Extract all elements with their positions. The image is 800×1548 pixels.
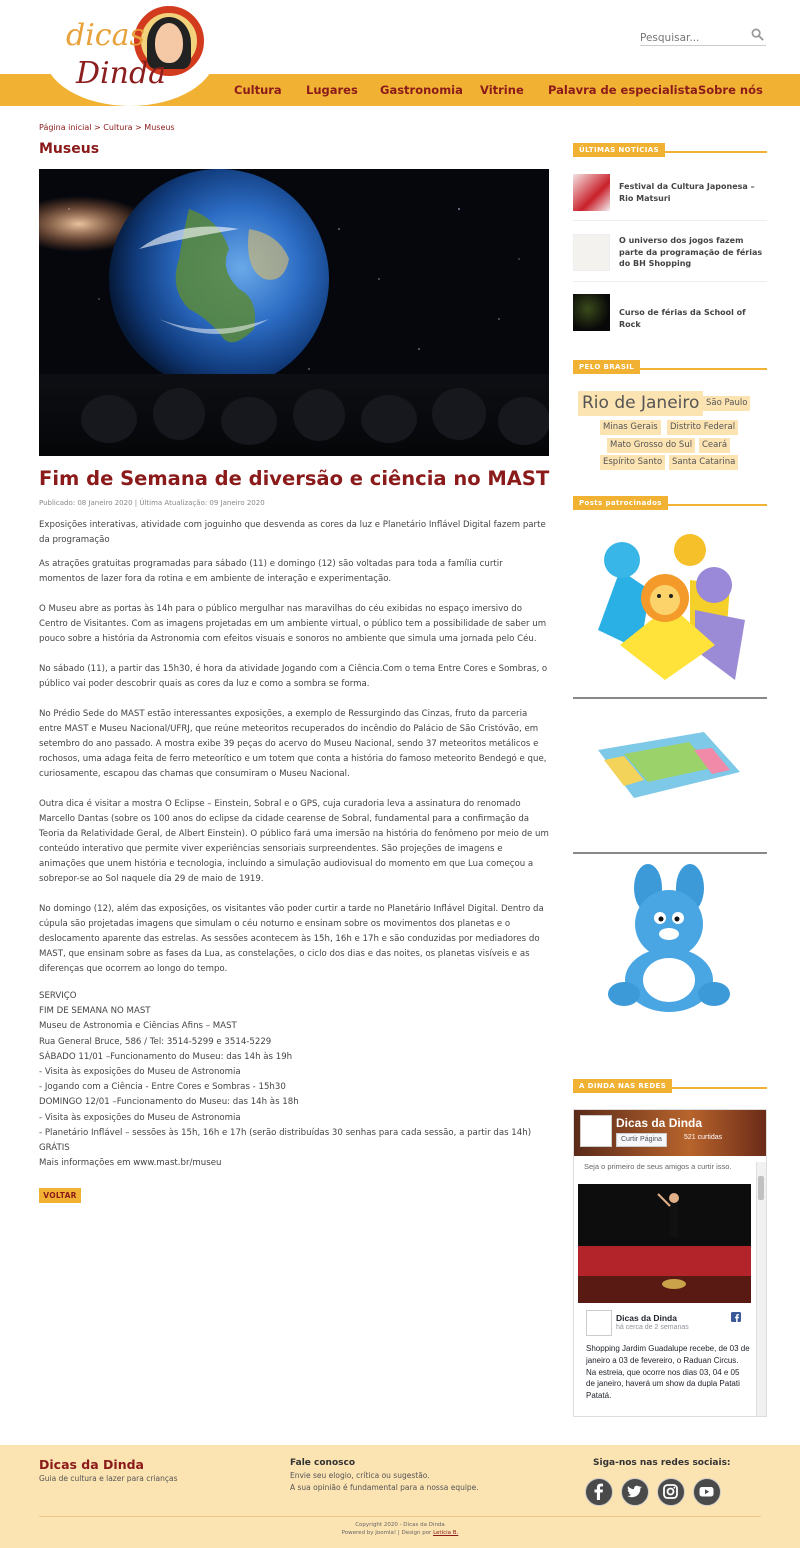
sponsored-heading: Posts patrocinados xyxy=(573,490,767,506)
sponsored-ad-plush-blankets[interactable] xyxy=(590,520,754,685)
footer-divider xyxy=(39,1516,761,1517)
category-title: Museus xyxy=(39,141,100,157)
footer-title: Dicas da Dinda xyxy=(39,1457,144,1472)
designer-link[interactable]: Letícia B. xyxy=(433,1530,459,1536)
facebook-like-button[interactable]: Curtir Página xyxy=(616,1133,667,1147)
sponsored-ad-play-mat[interactable] xyxy=(594,730,742,800)
news-thumbnail xyxy=(573,234,610,271)
footer-contact-line: A sua opinião é fundamental para a nossa equipe. xyxy=(290,1483,479,1492)
article-meta: Publicado: 08 Janeiro 2020 | Última Atualização: 09 Janeiro 2020 xyxy=(39,499,265,507)
service-line: SÁBADO 11/01 –Funcionamento do Museu: das 14h às 19h xyxy=(39,1051,293,1062)
facebook-post-author[interactable]: Dicas da Dinda xyxy=(616,1313,677,1323)
divider xyxy=(573,852,767,854)
facebook-post-image[interactable] xyxy=(578,1184,751,1303)
nav-lugares[interactable]: Lugares xyxy=(306,83,358,97)
article-body xyxy=(39,557,549,992)
news-item[interactable]: Festival da Cultura Japonesa – Rio Matsuri xyxy=(573,174,767,212)
tag-sao-paulo[interactable]: São Paulo xyxy=(703,396,750,411)
news-item[interactable]: O universo dos jogos fazem parte da programação de férias do BH Shopping xyxy=(573,234,767,272)
tag-minas-gerais[interactable]: Minas Gerais xyxy=(600,420,661,435)
tag-ceara[interactable]: Ceará xyxy=(699,438,730,453)
brasil-heading: PELO BRASIL xyxy=(573,354,767,370)
facebook-friends-text: Seja o primeiro de seus amigos a curtir isso. xyxy=(584,1162,732,1171)
news-thumbnail xyxy=(573,294,610,331)
service-line: Mais informações em www.mast.br/museu xyxy=(39,1158,222,1169)
service-line: Museu de Astronomia e Ciências Afins – MAST xyxy=(39,1021,237,1032)
facebook-post-text: Shopping Jardim Guadalupe recebe, de 03 de janeiro a 03 de fevereiro, o Raduan Circus. Na estreia, que ocorre nos dias 03, 04 e 05 de janeiro, haverá um show da dupla Patati Patatá. xyxy=(586,1344,750,1401)
instagram-social-icon[interactable] xyxy=(657,1478,685,1506)
facebook-avatar xyxy=(580,1115,612,1147)
sponsored-ad-plush-bunny[interactable] xyxy=(600,862,738,1014)
search-icon[interactable] xyxy=(751,28,764,41)
service-line: SERVIÇO xyxy=(39,991,77,1001)
nav-sobre-nos[interactable]: Sobre nós xyxy=(698,83,763,97)
nav-gastronomia[interactable]: Gastronomia xyxy=(380,83,463,97)
tag-espirito-santo[interactable]: Espírito Santo xyxy=(600,455,665,470)
scrollbar-thumb[interactable] xyxy=(758,1176,764,1200)
back-button[interactable]: VOLTAR xyxy=(39,1188,81,1203)
news-thumbnail xyxy=(573,174,610,211)
nav-cultura[interactable]: Cultura xyxy=(234,83,282,97)
footer-copyright: Copyright 2020 - Dicas da Dinda xyxy=(355,1522,445,1528)
article-hero-image xyxy=(39,169,549,456)
article-paragraph: Outra dica é visitar a mostra O Eclipse – Einstein, Sobral e o GPS, cuja curadoria leva a assinatura do renomado Marcello Dantas (sobre os 100 anos do eclipse da cidade cearense de Sobral, fundamental para a confirmação da Teoria da Relatividade Geral, de Albert Einstein). O público fará uma imersão na história do fenômeno por meio de um conteúdo interativo que permite viver experiências sensoriais surpreendentes. São projeções de imagens e animações que unem história e tecnologia, incluindo a simulação audiovisual do momento em que Lua começou a sobrepor-se ao Sol naquele dia 29 de maio de 1919. xyxy=(39,799,549,884)
site-logo[interactable] xyxy=(44,2,216,106)
news-heading: ÚLTIMAS NOTÍCIAS xyxy=(573,137,767,153)
facebook-like-count: 521 curtidas xyxy=(684,1134,723,1141)
tag-santa-catarina[interactable]: Santa Catarina xyxy=(669,455,738,470)
service-line: - Visita às exposições do Museu de Astronomia xyxy=(39,1067,241,1078)
footer-social-title: Siga-nos nas redes sociais: xyxy=(593,1458,731,1468)
service-line: FIM DE SEMANA NO MAST xyxy=(39,1006,151,1017)
site-header xyxy=(0,0,800,110)
article-title: Fim de Semana de diversão e ciência no MAST xyxy=(39,467,550,490)
article-paragraph: No Prédio Sede do MAST estão interessantes exposições, a exemplo de Ressurgindo das Cinzas, fruto da parceria entre MAST e Museu Nacional/UFRJ, que reúne meteoritos recuperados do incêndio do Palácio de São Cristóvão, em setembro do ano passado. A mostra exibe 39 peças do acervo do Museu Nacional, sendo 37 meteoritos metálicos e rochosos, uma adaga feita de ferro meteorítico e um totem que conta a história do famoso meteorito Bendegó e que, curiosamente, escapou das chamas que consumiram o Museu Nacional. xyxy=(39,709,547,779)
service-info xyxy=(39,989,549,1171)
facebook-scrollbar[interactable] xyxy=(756,1162,766,1416)
social-heading: A DINDA NAS REDES xyxy=(573,1073,767,1089)
footer-contact-line: Envie seu elogio, crítica ou sugestão. xyxy=(290,1471,430,1480)
service-line: Rua General Bruce, 586 / Tel: 3514-5299 e 3514-5229 xyxy=(39,1036,272,1047)
article-paragraph: No sábado (11), a partir das 15h30, é hora da atividade Jogando com a Ciência.Com o tema Entre Cores e Sombras, o público vai poder descobrir quais as cores da luz e como a sombra se forma. xyxy=(39,664,548,689)
article-intro: Exposições interativas, atividade com joguinho que desvenda as cores da luz e Planetário Inflável Digital fazem parte da programação xyxy=(39,520,546,545)
logo-text-dinda: Dinda xyxy=(76,56,167,91)
footer-subtitle: Guia de cultura e lazer para crianças xyxy=(39,1474,178,1483)
youtube-social-icon[interactable] xyxy=(693,1478,721,1506)
service-line: DOMINGO 12/01 –Funcionamento do Museu: das 14h às 18h xyxy=(39,1097,299,1108)
facebook-page-name[interactable]: Dicas da Dinda xyxy=(616,1116,703,1130)
logo-text-dicas: dicas xyxy=(66,18,145,53)
service-line: - Jogando com a Ciência - Entre Cores e Sombras - 15h30 xyxy=(39,1082,286,1093)
article-paragraph: O Museu abre as portas às 14h para o público mergulhar nas maravilhas do céu exibidas no espaço imersivo do Centro de Visitantes. Com as imagens projetadas em um ambiente virtual, o público tem a possibilidade de saber um pouco sobre a história da Astronomia com efeitos visuais e sonoros no ambiente que simula uma jornada pelo Céu. xyxy=(39,604,547,644)
service-line: - Visita às exposições do Museu de Astronomia xyxy=(39,1112,241,1123)
divider xyxy=(573,697,767,699)
divider xyxy=(573,220,767,221)
service-line: GRÁTIS xyxy=(39,1143,70,1154)
article-paragraph: No domingo (12), além das exposições, os visitantes vão poder curtir a tarde no Planetário Inflável Digital. Dentro da cúpula são projetadas imagens que simulam o céu noturno e ensinam sobre os movimentos dos planetas e o deslocamento aparente das estrelas. As sessões acontecem às 15h, 16h e 17h e são conduzidas por mediadores do MAST, que ensinam sobre as fases da Lua, as constelações, o ciclo dos dias e das noites, os planetas visíveis e as diferenças que ocorrem ao longo do tempo. xyxy=(39,904,544,974)
news-item[interactable]: Curso de férias da School of Rock xyxy=(573,294,767,332)
tag-rio-de-janeiro[interactable]: Rio de Janeiro xyxy=(578,391,703,416)
facebook-page-widget xyxy=(573,1109,767,1417)
facebook-post-time[interactable]: há cerca de 2 semanas xyxy=(616,1324,689,1331)
breadcrumb[interactable]: Página inicial > Cultura > Museus xyxy=(39,123,175,132)
facebook-icon[interactable] xyxy=(731,1312,741,1322)
article-paragraph: As atrações gratuitas programadas para sábado (11) e domingo (12) são voltadas para toda a família curtir momentos de lazer fora da rotina e em ambiente de interação e experimentação. xyxy=(39,559,503,584)
divider xyxy=(573,281,767,282)
tag-mato-grosso-do-sul[interactable]: Mato Grosso do Sul xyxy=(607,438,695,453)
facebook-social-icon[interactable] xyxy=(585,1478,613,1506)
tag-distrito-federal[interactable]: Distrito Federal xyxy=(667,420,738,435)
facebook-post-avatar xyxy=(586,1310,612,1336)
search-box xyxy=(640,26,766,46)
twitter-social-icon[interactable] xyxy=(621,1478,649,1506)
service-line: - Planetário Inflável – sessões às 15h, 16h e 17h (serão distribuídas 30 senhas para cada sessão, a partir das 14h) xyxy=(39,1127,532,1138)
nav-palavra-especialista[interactable]: Palavra de especialista xyxy=(548,83,698,97)
footer-powered: Powered by Joomla! | Design por Letícia B. xyxy=(341,1530,459,1536)
search-input[interactable] xyxy=(640,30,746,46)
nav-vitrine[interactable]: Vitrine xyxy=(480,83,524,97)
footer-contact-title[interactable]: Fale conosco xyxy=(290,1458,355,1468)
